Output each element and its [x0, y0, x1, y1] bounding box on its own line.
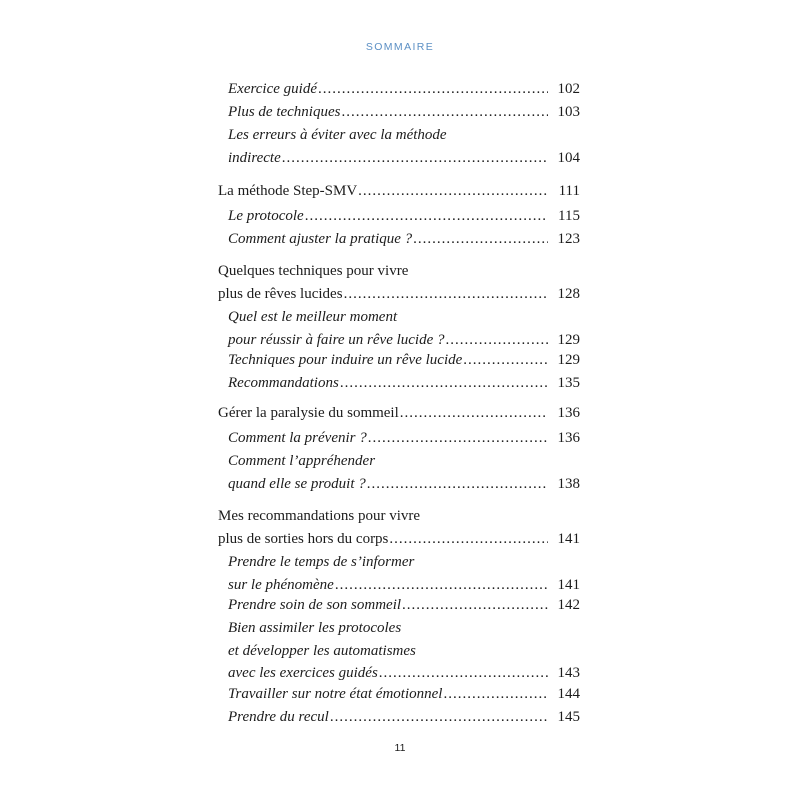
toc-section	[218, 260, 580, 305]
toc-entry	[228, 124, 580, 169]
toc-entry-title: Techniques pour induire un rêve lucide	[228, 352, 463, 368]
toc-entry-page: 136	[557, 430, 580, 446]
leader-dots	[340, 372, 548, 395]
toc-entry	[228, 205, 580, 228]
toc-section	[218, 180, 580, 203]
toc-entry-page: 129	[557, 352, 580, 368]
leader-dots	[413, 228, 548, 251]
toc-entry-title: quand elle se produit ?	[228, 475, 366, 492]
toc-entry	[228, 228, 580, 251]
toc-section-title-line: Quelques techniques pour vivre	[218, 263, 409, 279]
leader-dots	[358, 180, 548, 203]
toc-entry-title: Plus de techniques	[228, 104, 341, 120]
leader-dots	[330, 706, 548, 729]
leader-dots	[282, 147, 548, 170]
toc-entry-title-line: Quel est le meilleur moment	[228, 309, 398, 325]
toc-entry-title: indirecte	[228, 149, 281, 166]
toc-entry-title: sur le phénomène	[228, 576, 334, 593]
leader-dots	[463, 349, 548, 372]
toc-entry	[228, 78, 580, 101]
leader-dots	[446, 329, 549, 352]
leader-dots	[367, 473, 548, 496]
toc-entry	[228, 372, 580, 395]
toc-entry-page: 103	[557, 104, 580, 120]
leader-dots	[368, 427, 548, 450]
leader-dots	[400, 402, 548, 425]
leader-dots	[305, 205, 548, 228]
toc-entry-title-line: et développer les automatismes	[228, 642, 416, 659]
toc-entry-page: 138	[557, 475, 580, 492]
toc-entry-title: pour réussir à faire un rêve lucide ?	[228, 331, 445, 348]
toc-section-title: plus de sorties hors du corps	[218, 530, 389, 547]
toc-entry	[228, 101, 580, 124]
toc-entry-page: 145	[557, 709, 580, 725]
toc-section-title-line: Mes recommandations pour vivre	[218, 508, 421, 524]
toc-entry-title-line: Les erreurs à éviter avec la méthode	[228, 127, 447, 143]
toc-entry-page: 104	[557, 149, 580, 166]
leader-dots	[389, 528, 548, 551]
toc-entry	[228, 450, 580, 495]
toc-entry-title-line: Comment l’appréhender	[228, 453, 376, 469]
toc-section	[218, 402, 580, 425]
leader-dots	[344, 283, 548, 306]
toc-entry	[228, 306, 580, 351]
toc-entry	[228, 706, 580, 729]
leader-dots	[341, 101, 548, 124]
toc-section-page: 128	[557, 285, 580, 302]
toc-entry-page: 129	[557, 331, 580, 348]
toc-entry-title: Comment la prévenir ?	[228, 430, 367, 446]
toc-section-title: La méthode Step-SMV	[218, 183, 358, 199]
leader-dots	[402, 594, 548, 617]
toc-entry-title: Recommandations	[228, 375, 339, 391]
toc-entry-page: 142	[557, 597, 580, 613]
toc-entry-title: Prendre du recul	[228, 709, 329, 725]
toc-entry-page: 102	[557, 81, 580, 97]
toc-entry-page: 143	[557, 665, 580, 681]
leader-dots	[335, 574, 548, 597]
toc-section	[218, 505, 580, 550]
page-number: 11	[394, 742, 406, 754]
toc-entry-title: Prendre soin de son sommeil	[228, 597, 402, 613]
toc-entry-title: avec les exercices guidés	[228, 665, 378, 681]
toc-entry-title-line: Prendre le temps de s’informer	[228, 554, 415, 570]
leader-dots	[318, 78, 548, 101]
toc-entry	[228, 617, 580, 685]
toc-entry-title: Le protocole	[228, 208, 304, 224]
toc-section-page: 111	[558, 183, 580, 199]
toc-entry	[228, 349, 580, 372]
toc-entry-title: Comment ajuster la pratique ?	[228, 231, 413, 247]
toc-section-page: 141	[557, 530, 580, 547]
toc-entry-page: 141	[557, 576, 580, 593]
leader-dots	[443, 683, 548, 706]
toc-section-page: 136	[557, 405, 580, 421]
toc-section-title: Gérer la paralysie du sommeil	[218, 405, 399, 421]
toc-entry-title: Exercice guidé	[228, 81, 317, 97]
toc-section-title: plus de rêves lucides	[218, 285, 343, 302]
leader-dots	[379, 662, 548, 685]
toc-entry-page: 115	[558, 208, 580, 224]
toc-entry-title-line: Bien assimiler les protocoles	[228, 620, 402, 636]
page-header: SOMMAIRE	[365, 41, 435, 53]
toc-entry-title: Travailler sur notre état émotionnel	[228, 686, 443, 702]
toc-entry	[228, 427, 580, 450]
toc-entry	[228, 594, 580, 617]
toc-entry-page: 135	[557, 375, 580, 391]
toc-entry	[228, 683, 580, 706]
toc-entry	[228, 551, 580, 596]
toc-entry-page: 144	[557, 686, 580, 702]
toc-entry-page: 123	[557, 231, 580, 247]
